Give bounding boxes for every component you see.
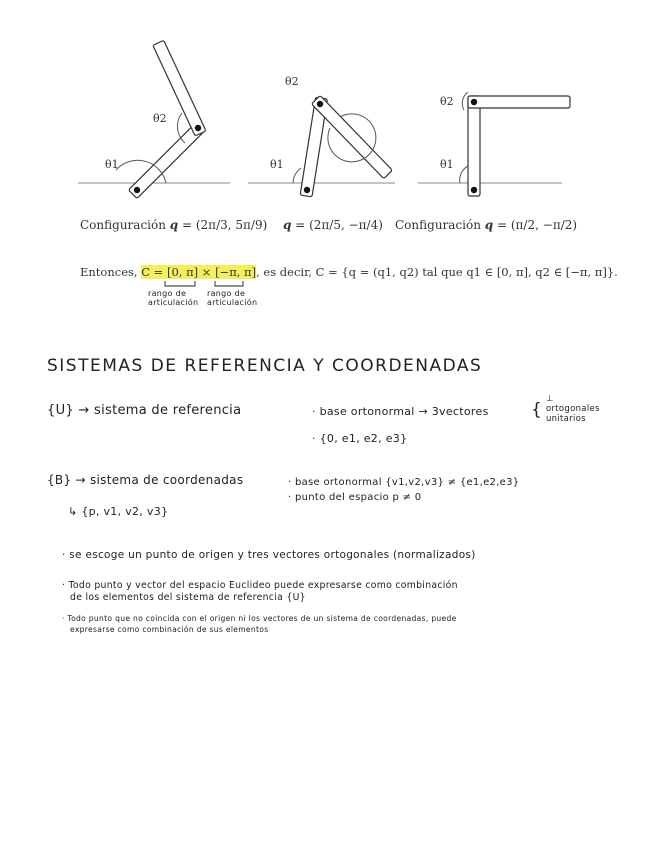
theta1-label-fig3: θ1 <box>440 158 454 171</box>
brace-symbol: { <box>531 400 543 420</box>
caption-fig2: q = (2π/5, −π/4) <box>283 218 383 232</box>
bullet-1: · se escoge un punto de origen y tres vectores ortogonales (normalizados) <box>62 549 476 561</box>
u-bullet-1: · base ortonormal → 3vectores <box>312 405 489 418</box>
b-bullet-1: · base ortonormal {v1,v2,v3} ≠ {e1,e2,e3} <box>288 477 520 488</box>
caption-fig3: Configuración q = (π/2, −π/2) <box>395 218 578 232</box>
theta1-arc <box>293 168 301 183</box>
robot-arm-figures <box>0 0 656 240</box>
theta2-arc <box>462 92 468 110</box>
u-brace-list: ⊥ ortogonales unitarios <box>546 394 600 424</box>
theta1-arc <box>460 166 468 183</box>
link-2 <box>312 96 393 179</box>
theta1-label-fig2: θ1 <box>270 158 284 171</box>
joint-elbow <box>471 99 477 105</box>
link-2 <box>468 96 570 108</box>
theta2-label-fig1: θ2 <box>153 112 167 125</box>
bullet-2: · Todo punto y vector del espacio Euclideo puede expresarse como combinación de los elementos del sistema de referencia {U} <box>62 580 458 603</box>
annotation-left: rango de articulación <box>148 289 199 307</box>
u-frame-line: {U} → sistema de referencia <box>47 403 242 418</box>
joint-elbow <box>195 125 201 131</box>
annotation-right: rango de articulación <box>207 289 258 307</box>
theta2-label-fig3: θ2 <box>440 95 454 108</box>
joint-elbow <box>317 101 323 107</box>
joint-base <box>304 187 310 193</box>
bullet-3: · Todo punto que no coincida con el origen ni los vectores de un sistema de coordenadas, puede expresarse como combinación de sus elementos <box>62 614 457 634</box>
highlighted-c-set: C = [0, π] × [−π, π] <box>141 265 257 279</box>
entonces-line: Entonces, C = [0, π] × [−π, π], es decir, C = {q = (q1, q2) tal que q1 ∈ [0, π], q2 ∈ [−π, π]}. <box>80 265 618 279</box>
b-bullet-2: · punto del espacio p ≠ 0 <box>288 492 422 503</box>
joint-base <box>134 187 140 193</box>
u-bullet-2: · {0, e1, e2, e3} <box>312 432 408 445</box>
theta2-label-fig2: θ2 <box>285 75 299 88</box>
b-sub-line: ↳ {p, v1, v2, v3} <box>68 505 169 518</box>
caption-fig1: Configuración q = (2π/3, 5π/9) <box>80 218 268 232</box>
link-1 <box>468 96 480 196</box>
theta1-label-fig1: θ1 <box>105 158 119 171</box>
joint-base <box>471 187 477 193</box>
figure-2-arm <box>248 96 395 197</box>
notes-heading: SISTEMAS DE REFERENCIA Y COORDENADAS <box>47 356 483 376</box>
b-frame-line: {B} → sistema de coordenadas <box>47 473 244 487</box>
